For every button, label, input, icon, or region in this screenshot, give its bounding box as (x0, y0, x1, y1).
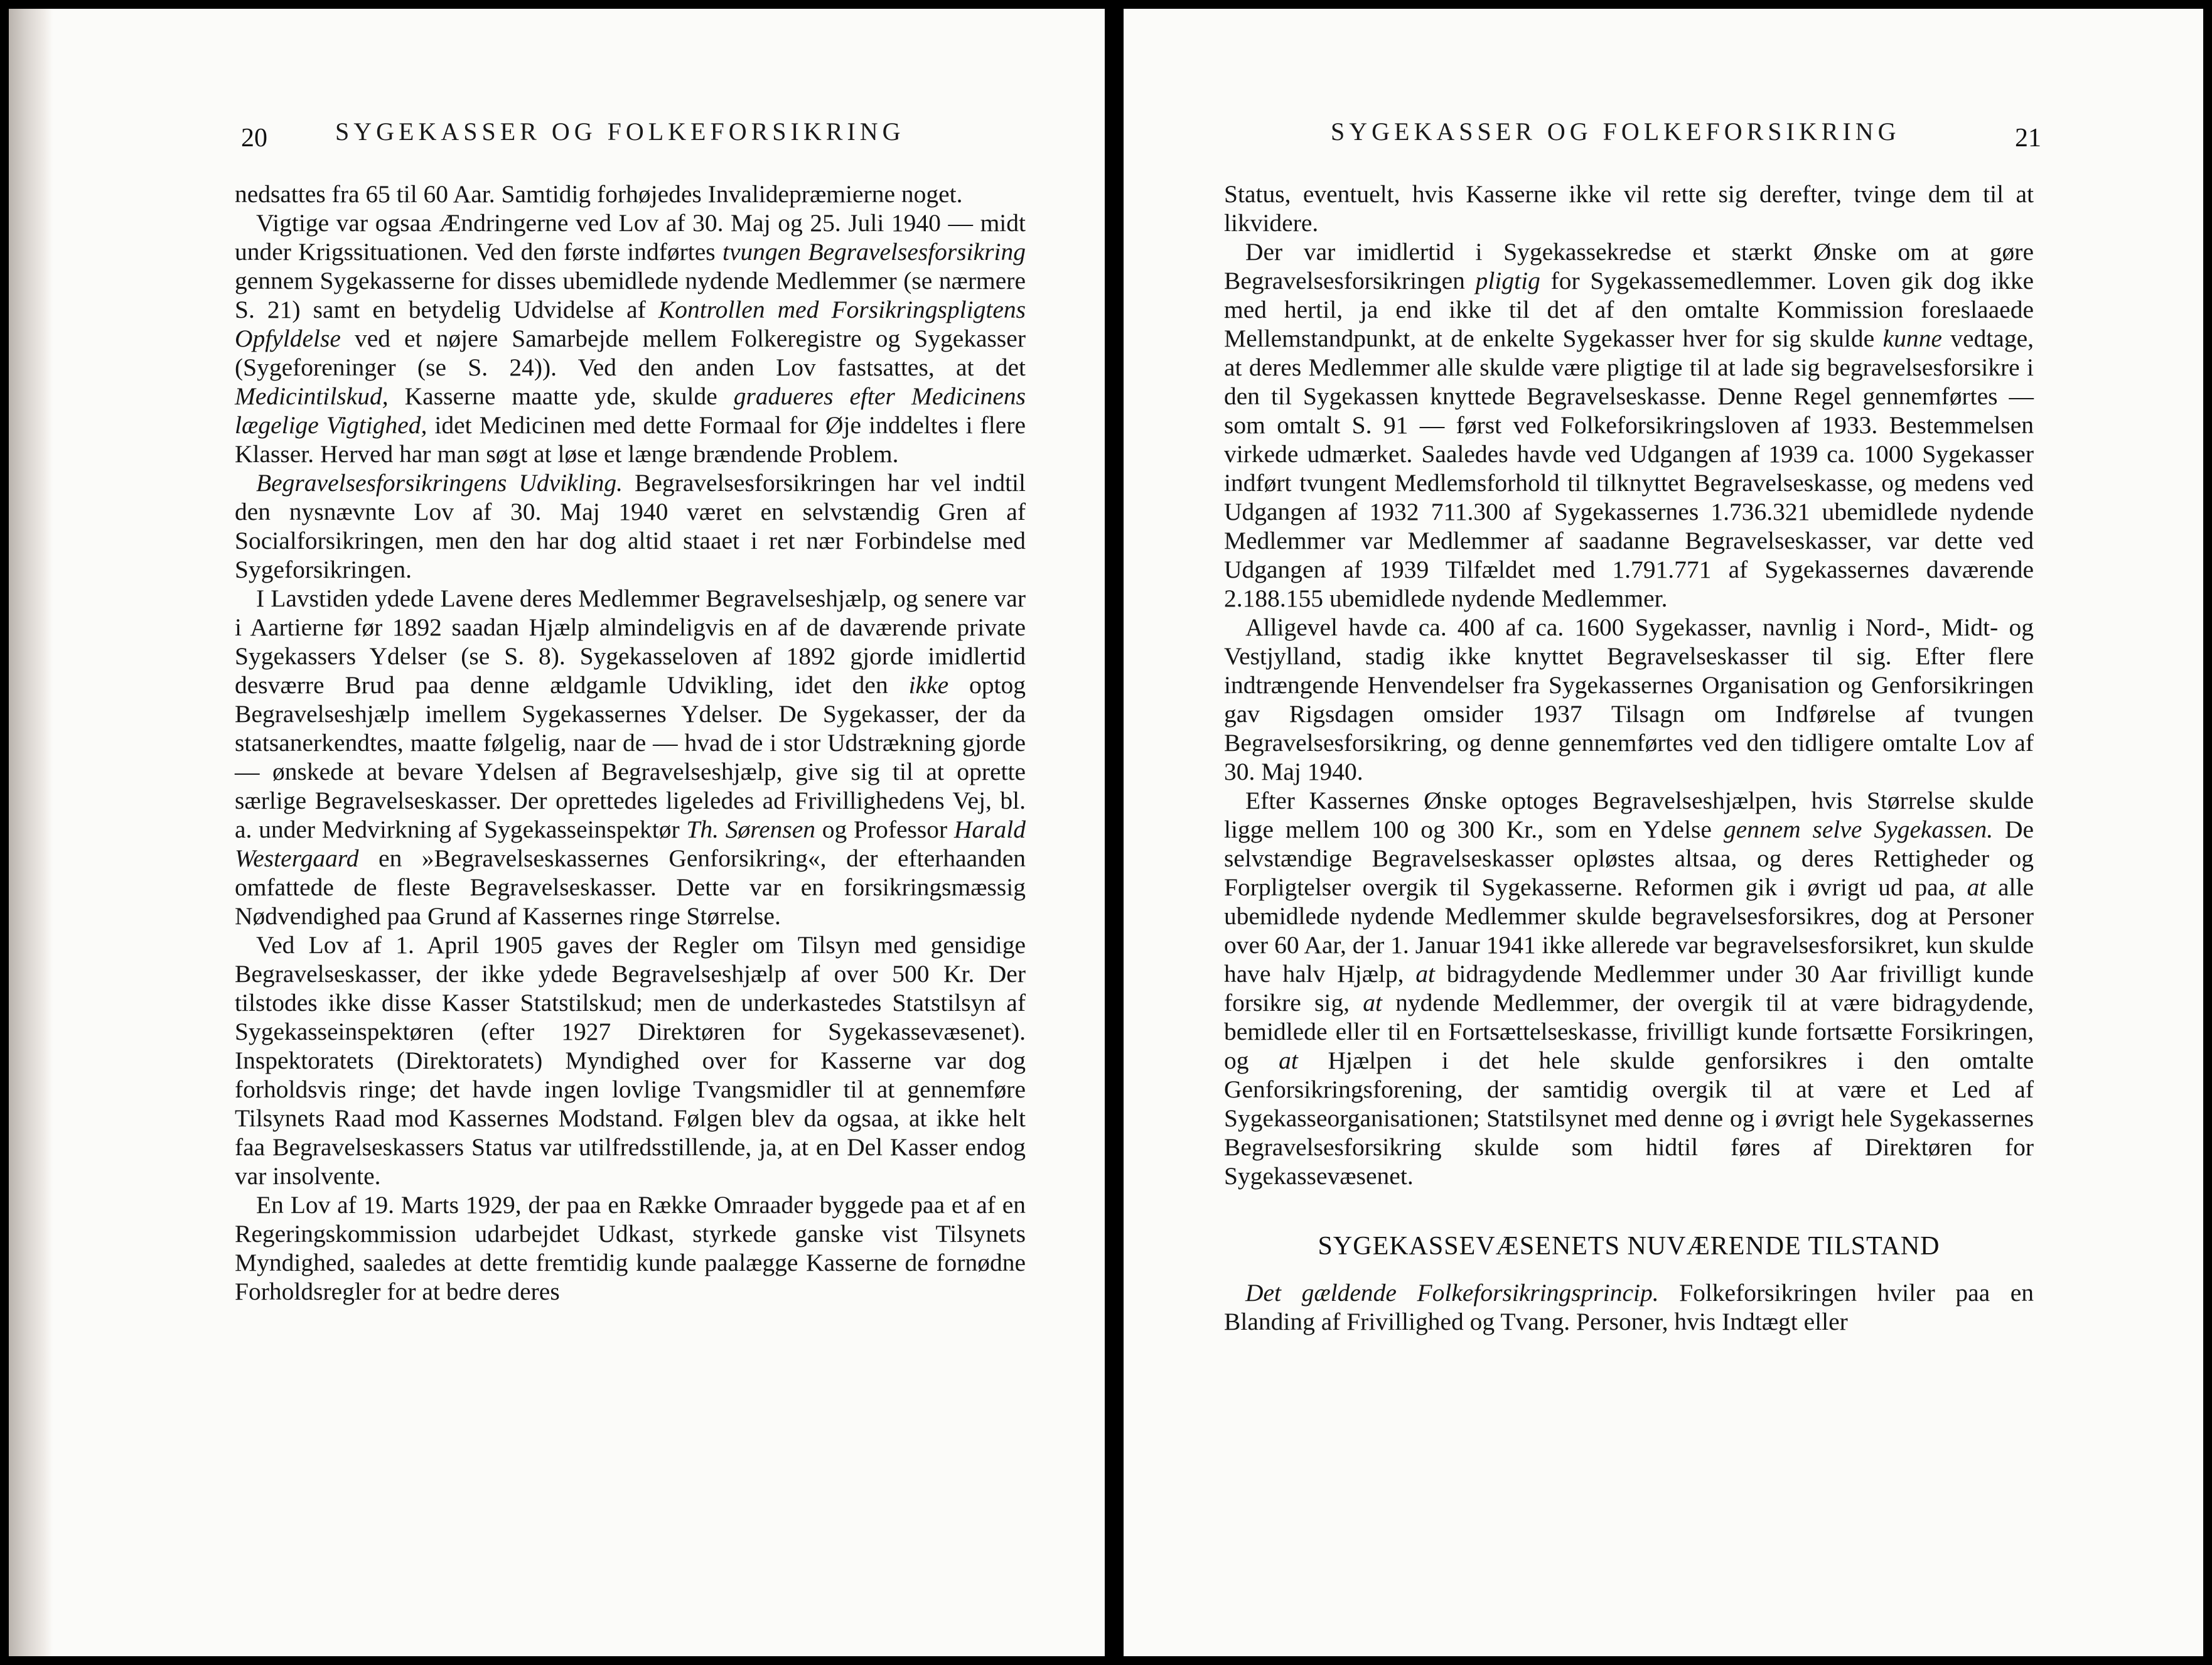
text-run: nydende Medlemmer, der overgik til at være bidragydende, bemidlede eller til en Fortsættelseskasse, frivilligt kunde fortsætte Forsikringen, og (1224, 989, 2034, 1074)
text-run: Kasserne maatte yde, skulde (388, 382, 734, 410)
text-run: Der var imidlertid i Sygekassekredse et stærkt Ønske om at gøre Begravelsesforsikringen (1224, 238, 2034, 294)
text-run: nedsattes fra 65 til 60 Aar. Samtidig forhøjedes Invalidepræmierne noget. (235, 180, 963, 208)
paragraph-group (1224, 180, 2034, 1190)
text-run: Begravelsesforsikringen har vel indtil den nysnævnte Lov af 30. Maj 1940 været en selvstændig Gren af Socialforsikringen, men den har dog altid staaet i ret nær Forbindelse med Sygeforsikringen. (235, 469, 1026, 583)
text-run: En Lov af 19. Marts 1929, der paa en Række Omraader byggede paa et af en Regeringskommission udarbejdet Udkast, styrkede ganske vist Tilsynets Myndighed, saaledes at dette fremtidig kunde paalægge Kasserne de fornødne Forholdsregler for at bedre deres (235, 1191, 1026, 1305)
paragraph-group (1224, 1278, 2034, 1336)
text-run: I Lavstiden ydede Lavene deres Medlemmer Begravelseshjælp, og senere var i Aartierne før 1892 saadan Hjælp almindeligvis en af de daværende private Sygekassers Ydelser (se S. 8). Sygekasseloven af 1892 gjorde imidlertid desværre Brud paa denne ældgamle Udvikling, idet den (235, 585, 1026, 699)
page-edge-shadow (9, 9, 53, 1656)
section-heading: SYGEKASSEVÆSENETS NUVÆRENDE TILSTAND (1318, 1232, 1940, 1261)
paragraph (235, 1190, 1026, 1306)
body-text (235, 180, 1026, 1306)
text-run: for Sygekassemedlemmer. Loven gik dog ikke med hertil, ja end ikke til det af den omtalte Kommission foreslaaede Mellemstandpunkt, at de enkelte Sygekasser hver for sig skulde (1224, 267, 2034, 352)
text-run: Vigtige var ogsaa Ændringerne ved Lov af 30. Maj og 25. Juli 1940 — midt under Krigssituationen. Ved den første indførtes (235, 209, 1026, 266)
text-run: og Professor (815, 816, 954, 843)
text-run: Status, eventuelt, hvis Kasserne ikke vil rette sig derefter, tvinge dem til at likvidere. (1224, 180, 2034, 237)
italic-text: kunne (1882, 325, 1942, 352)
paragraph (235, 468, 1026, 584)
text-run: optog Begravelseshjælp imellem Sygekassernes Ydelser. De Sygekasser, der da statsanerkendtes, maatte følgelig, naar de — hvad de i stor Udstrækning gjorde — ønskede at bevare Ydelsen af Begravelseshjælp, give sig til at oprette særlige Begravelseskasser. Der oprettedes ligeledes ad Frivillighedens Vej, bl. a. under Medvirkning af Sygekasseinspektør (235, 671, 1026, 843)
paragraph (1224, 180, 2034, 237)
text-run: De selvstændige Begravelseskasser opløstes altsaa, og deres Rettigheder og Forpligtelser overgik til Sygekasserne. Reformen gik i øvrigt ud paa, (1224, 816, 2034, 901)
paragraph (235, 584, 1026, 930)
italic-text: at (1415, 960, 1436, 988)
paragraph (235, 208, 1026, 468)
text-run: alle ubemidlede nydende Medlemmer skulde begravelsesforsikres, dog at Personer over 60 Aar, der 1. Januar 1941 ikke allerede var begravelsesforsikret, kun skulde have halv Hjælp, (1224, 873, 2034, 988)
paragraph (1224, 1278, 2034, 1336)
italic-text: at (1967, 873, 1987, 901)
italic-text: Kontrollen med Forsikringspligtens Opfyldelse (235, 296, 1026, 352)
page-number: 20 (241, 124, 267, 153)
text-run: idet Medicinen med dette Formaal for Øje inddeltes i flere Klasser. Herved har man søgt at løse et længe brændende Problem. (235, 411, 1026, 468)
text-run: Ved Lov af 1. April 1905 gaves der Regler om Tilsyn med gensidige Begravelseskasser, der ikke ydede Begravelseshjælp af over 500 Kr. Der tilstodes ikke disse Kasser Statstilskud; men de underkastedes Statstilsyn af Sygekasseinspektøren (efter 1927 Direktøren for Sygekassevæsenet). Inspektoratets (Direktoratets) Myndighed over for Kasserne var dog forholdsvis ringe; det havde ingen lovlige Tvangsmidler til at gennemføre Tilsynets Raad mod Kassernes Modstand. Følgen blev da ogsaa, at ikke helt faa Begravelseskassers Status var utilfredsstillende, ja, at en Del Kasser endog var insolvente. (235, 931, 1026, 1190)
paragraph (1224, 613, 2034, 786)
italic-text: tvungen Begravelsesforsikring (722, 238, 1026, 266)
text-run: Hjælpen i det hele skulde genforsikres i den omtalte Genforsikringsforening, der samtidig overgik til at være et Led af Sygekasseorganisationen; Statstilsynet med denne og i øvrigt hele Sygekassernes Begravelsesforsikring skulde som hidtil føres af Direktøren for Sygekassevæsenet. (1224, 1047, 2034, 1190)
italic-text: pligtig (1475, 267, 1540, 294)
italic-text: Harald Westergaard (235, 816, 1026, 872)
body-text (1224, 180, 2034, 1336)
text-run: ved et nøjere Samarbejde mellem Folkeregistre og Sygekasser (Sygeforeninger (se S. 24)). Ved den anden Lov fastsattes, at det (235, 325, 1026, 381)
running-head: SYGEKASSER OG FOLKEFORSIKRING (1331, 117, 1901, 146)
text-run: Folkeforsikringen hviler paa en Blanding af Frivillighed og Tvang. Personer, hvis Indtægt eller (1224, 1279, 2034, 1335)
text-run: gennem Sygekasserne for disses ubemidlede nydende Medlemmer (se nærmere S. 21) samt en betydelig Udvidelse af (235, 267, 1026, 323)
italic-text: gennem selve Sygekassen. (1723, 816, 1994, 843)
paragraph (235, 180, 1026, 208)
paragraph (1224, 237, 2034, 613)
italic-text: Begravelsesforsikringens Udvikling. (256, 469, 623, 497)
page-number: 21 (2015, 124, 2041, 153)
italic-text: Th. Sørensen (686, 816, 816, 843)
italic-text: ikke (908, 671, 949, 699)
left-page (9, 9, 1105, 1656)
text-run: vedtage, at deres Medlemmer alle skulde være pligtige til at lade sig begravelsesforsikre i den til Sygekassen knyttede Begravelseskasse. Denne Regel gennemførtes — som omtalt S. 91 — først ved Folkeforsikringsloven af 1933. Bestemmelsen virkede udmærket. Saaledes havde ved Udgangen af 1939 ca. 1000 Sygekasser indført tvungent Medlemsforhold til tilknyttet Begravelseskasse, og medens ved Udgangen af 1932 711.300 af Sygekassernes 1.736.321 ubemidlede nydende Medlemmer var Medlemmer af saadanne Begravelseskasser, var dette ved Udgangen af 1939 Tilfældet med 1.791.771 af Sygekassernes daværende 2.188.155 ubemidlede nydende Medlemmer. (1224, 325, 2034, 612)
italic-text: Det gældende Folkeforsikringsprincip. (1245, 1279, 1659, 1307)
running-head: SYGEKASSER OG FOLKEFORSIKRING (335, 117, 905, 146)
italic-text: at (1279, 1047, 1298, 1074)
right-page (1124, 9, 2203, 1656)
italic-text: gradueres efter Medicinens lægelige Vigtighed, (235, 382, 1026, 439)
paragraph (1224, 786, 2034, 1190)
text-run: Efter Kassernes Ønske optoges Begravelseshjælpen, hvis Størrelse skulde ligge mellem 100 og 300 Kr., som en Ydelse (1224, 787, 2034, 843)
italic-text: at (1363, 989, 1382, 1016)
italic-text: Medicintilskud, (235, 382, 389, 410)
text-run: bidragydende Medlemmer under 30 Aar frivilligt kunde forsikre sig, (1224, 960, 2034, 1016)
text-run: en »Begravelseskassernes Genforsikring«, der efterhaanden omfattede de fleste Begravelseskasser. Dette var en forsikringsmæssig Nødvendighed paa Grund af Kassernes ringe Størrelse. (235, 844, 1026, 930)
text-run: Alligevel havde ca. 400 af ca. 1600 Sygekasser, navnlig i Nord-, Midt- og Vestjylland, stadig ikke knyttet Begravelseskasser til sig. Efter flere indtrængende Henvendelser fra Sygekassernes Organisation og Genforsikringen gav Rigsdagen omsider 1937 Tilsagn om Indførelse af tvungen Begravelsesforsikring, og denne gennemførtes ved den tidligere omtalte Lov af 30. Maj 1940. (1224, 613, 2034, 785)
paragraph (235, 930, 1026, 1190)
